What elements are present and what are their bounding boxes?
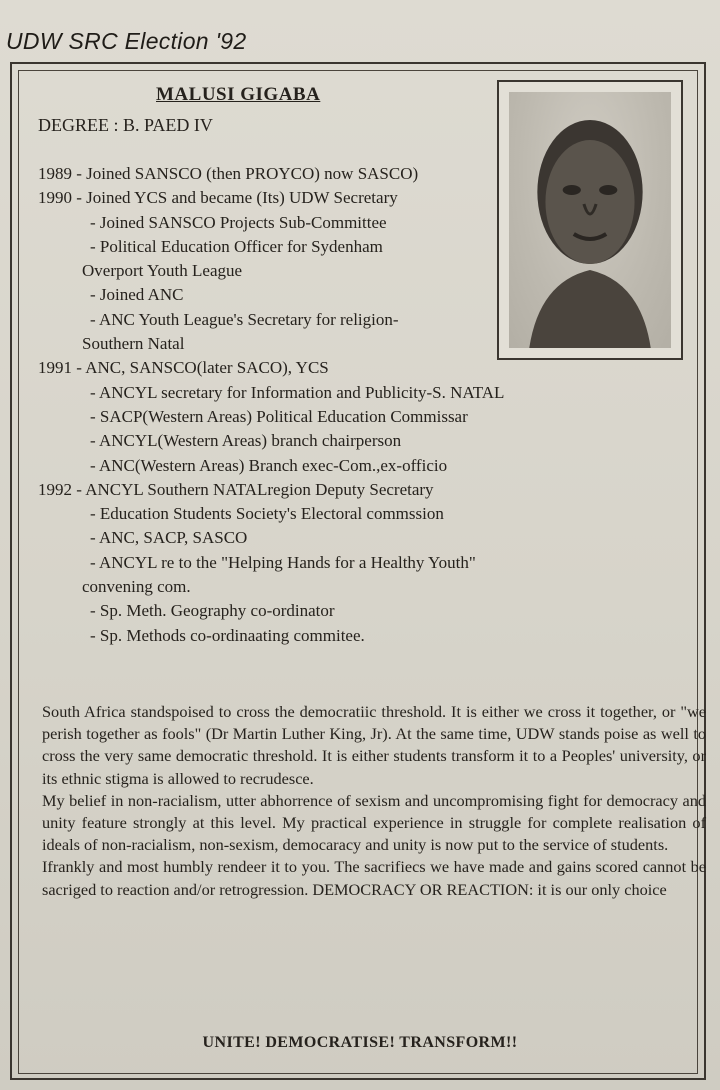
- history-line: convening com.: [82, 577, 191, 597]
- history-line: - Sp. Meth. Geography co-ordinator: [90, 601, 335, 621]
- history-line: Overport Youth League: [82, 261, 243, 281]
- history-line: Southern Natal: [82, 334, 185, 354]
- flyer-header: UDW SRC Election '92: [6, 28, 247, 54]
- statement-paragraph: South Africa standspoised to cross the democratiic threshold. It is either we cross it together, or "we perish together as fools" (Dr Martin Luther King, Jr). At the same time, UDW stands poise as well to cross the very same democratic threshold. It is either students transform it to a Peoples' university, or its ethnic stigma is allowed to recrudesce.: [42, 702, 706, 788]
- history-line: - ANCYL re to the "Helping Hands for a Healthy Youth": [90, 552, 476, 572]
- history-line: - Education Students Society's Electoral commssion: [90, 504, 444, 524]
- history-line: - SACP(Western Areas) Political Education Commissar: [90, 406, 468, 426]
- history-line: - ANC, SACP, SASCO: [90, 528, 248, 548]
- history-line: - ANC Youth League's Secretary for religion-: [90, 309, 399, 329]
- history-line: - ANC(Western Areas) Branch exec-Com.,ex-officio: [90, 455, 448, 475]
- activity-history: [38, 162, 638, 648]
- history-line: - Joined ANC: [90, 285, 184, 305]
- history-line: - Joined SANSCO Projects Sub-Committee: [90, 212, 387, 232]
- history-line: 1990 - Joined YCS and became (Its) UDW Secretary: [38, 188, 398, 208]
- statement-paragraph: Ifrankly and most humbly rendeer it to you. The sacrifiecs we have made and gains scored cannot be sacriged to reaction and/or retrogression. DEMOCRACY OR REACTION: it is our only choice: [42, 857, 706, 899]
- history-line: - Sp. Methods co-ordinaating commitee.: [90, 625, 365, 645]
- statement-paragraph: My belief in non-racialism, utter abhorrence of sexism and uncompromising fight for democracy and unity feature strongly at this level. My practical experience in struggle for complete realisation of ideals of non-racialism, non-sexism, democaracy and unity is now put to the service of students.: [42, 790, 706, 855]
- candidate-statement: [42, 701, 706, 901]
- history-line: 1989 - Joined SANSCO (then PROYCO) now SASCO): [38, 164, 419, 183]
- history-line: - Political Education Officer for Sydenham: [90, 236, 383, 256]
- history-line: 1992 - ANCYL Southern NATALregion Deputy Secretary: [38, 479, 434, 499]
- candidate-degree: DEGREE : B. PAED IV: [38, 115, 213, 135]
- history-line: - ANCYL secretary for Information and Publicity-S. NATAL: [90, 382, 505, 402]
- candidate-name: MALUSI GIGABA: [156, 84, 321, 105]
- history-line: - ANCYL(Western Areas) branch chairperson: [90, 431, 402, 451]
- history-line: 1991 - ANC, SANSCO(later SACO), YCS: [38, 358, 329, 378]
- campaign-slogan: UNITE! DEMOCRATISE! TRANSFORM!!: [202, 1034, 518, 1051]
